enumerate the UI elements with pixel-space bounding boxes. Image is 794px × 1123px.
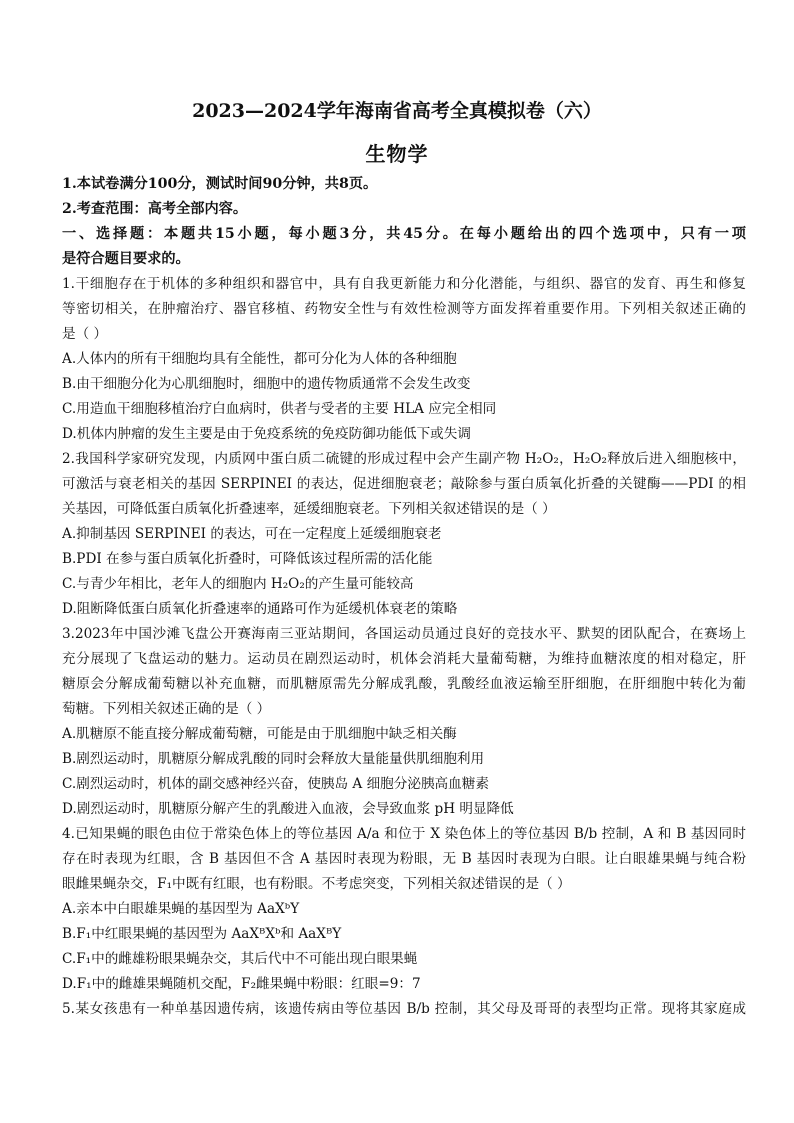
q5-stem-line: 5.某女孩患有一种单基因遗传病，该遗传病由等位基因 B/b 控制，其父母及哥哥的表型均正常。现将其家庭成 (62, 1001, 746, 1017)
q3-stem-line: 萄糖。下列相关叙述正确的是（ ） (62, 701, 271, 717)
section-heading-line-1: 一、选择题：本题共15小题，每小题3分，共45分。在每小题给出的四个选项中，只有一项 (62, 226, 746, 242)
q3-stem-line: 3.2023年中国沙滩飞盘公开赛海南三亚站期间，各国运动员通过良好的竞技水平、默契的团队配合，在赛场上 (62, 626, 746, 642)
q2-stem-line: 2.我国科学家研究发现，内质网中蛋白质二硫键的形成过程中会产生副产物 H₂O₂，H₂O₂释放后进入细胞核中， (62, 451, 746, 467)
q1-option-d: D.机体内肿瘤的发生主要是由于免疫系统的免疫防御功能低下或失调 (62, 426, 471, 442)
q1-stem-line: 是（ ） (62, 326, 108, 342)
q1-option-b: B.由干细胞分化为心肌细胞时，细胞中的遗传物质通常不会发生改变 (62, 376, 471, 392)
q1-option-c: C.用造血干细胞移植治疗白血病时，供者与受者的主要 HLA 应完全相同 (62, 401, 497, 417)
q1-stem-line: 等密切相关，在肿瘤治疗、器官移植、药物安全性与有效性检测等方面发挥着重要作用。下列相关叙述正确的 (62, 301, 746, 317)
q4-option-d: D.F₁中的雌雄果蝇随机交配，F₂雌果蝇中粉眼：红眼=9：7 (62, 976, 421, 992)
q4-option-b: B.F₁中红眼果蝇的基因型为 AaXᴮXᵇ和 AaXᴮY (62, 926, 342, 942)
q1-option-a: A.人体内的所有干细胞均具有全能性，都可分化为人体的各种细胞 (62, 351, 457, 367)
q4-option-c: C.F₁中的雌雄粉眼果蝇杂交，其后代中不可能出现白眼果蝇 (62, 951, 418, 967)
q2-option-a: A.抑制基因 SERPINEI 的表达，可在一定程度上延缓细胞衰老 (62, 526, 442, 542)
q4-stem-line: 眼雌果蝇杂交，F₁中既有红眼，也有粉眼。不考虑突变，下列相关叙述错误的是（ ） (62, 876, 571, 892)
q2-option-b: B.PDI 在参与蛋白质氧化折叠时，可降低该过程所需的活化能 (62, 551, 433, 567)
q3-option-d: D.剧烈运动时，肌糖原分解产生的乳酸进入血液，会导致血浆 pH 明显降低 (62, 801, 514, 817)
q4-stem-line: 4.已知果蝇的眼色由位于常染色体上的等位基因 A/a 和位于 X 染色体上的等位基因 B/b 控制，A 和 B 基因同时 (62, 826, 746, 842)
q3-stem-line: 充分展现了飞盘运动的魅力。运动员在剧烈运动时，机体会消耗大量葡萄糖，为维持血糖浓度的相对稳定，肝 (62, 651, 746, 667)
subject-title: 生物学 (365, 142, 429, 166)
q4-option-a: A.亲本中白眼雄果蝇的基因型为 AaXᵇY (62, 901, 300, 917)
q3-option-a: A.肌糖原不能直接分解成葡萄糖，可能是由于肌细胞中缺乏相关酶 (62, 726, 457, 742)
q2-option-c: C.与青少年相比，老年人的细胞内 H₂O₂的产生量可能较高 (62, 576, 414, 592)
instruction-1: 1.本试卷满分100分，测试时间90分钟，共8页。 (62, 176, 378, 192)
section-heading-line-2: 是符合题目要求的。 (62, 251, 190, 267)
q3-option-b: B.剧烈运动时，肌糖原分解成乳酸的同时会释放大量能量供肌细胞利用 (62, 751, 485, 767)
q3-stem-line: 糖原会分解成葡萄糖以补充血糖，而肌糖原需先分解成乳酸，乳酸经血液运输至肝细胞，在肝细胞中转化为葡 (62, 676, 746, 692)
exam-title: 2023—2024学年海南省高考全真模拟卷（六） (192, 100, 602, 122)
q4-stem-line: 存在时表现为红眼，含 B 基因但不含 A 基因时表现为粉眼，无 B 基因时表现为白眼。让白眼雄果蝇与纯合粉 (62, 851, 746, 867)
q2-stem-line: 可激活与衰老相关的基因 SERPINEI 的表达，促进细胞衰老；敲除参与蛋白质氧化折叠的关键酶——PDI 的相 (62, 476, 746, 492)
q2-stem-line: 关基因，可降低蛋白质氧化折叠速率，延缓细胞衰老。下列相关叙述错误的是（ ） (62, 501, 556, 517)
q1-stem-line: 1.干细胞存在于机体的多种组织和器官中，具有自我更新能力和分化潜能，与组织、器官的发育、再生和修复 (62, 276, 746, 292)
instruction-2: 2.考查范围：高考全部内容。 (62, 201, 248, 217)
q3-option-c: C.剧烈运动时，机体的副交感神经兴奋，使胰岛 A 细胞分泌胰高血糖素 (62, 776, 489, 792)
q2-option-d: D.阻断降低蛋白质氧化折叠速率的通路可作为延缓机体衰老的策略 (62, 601, 458, 617)
